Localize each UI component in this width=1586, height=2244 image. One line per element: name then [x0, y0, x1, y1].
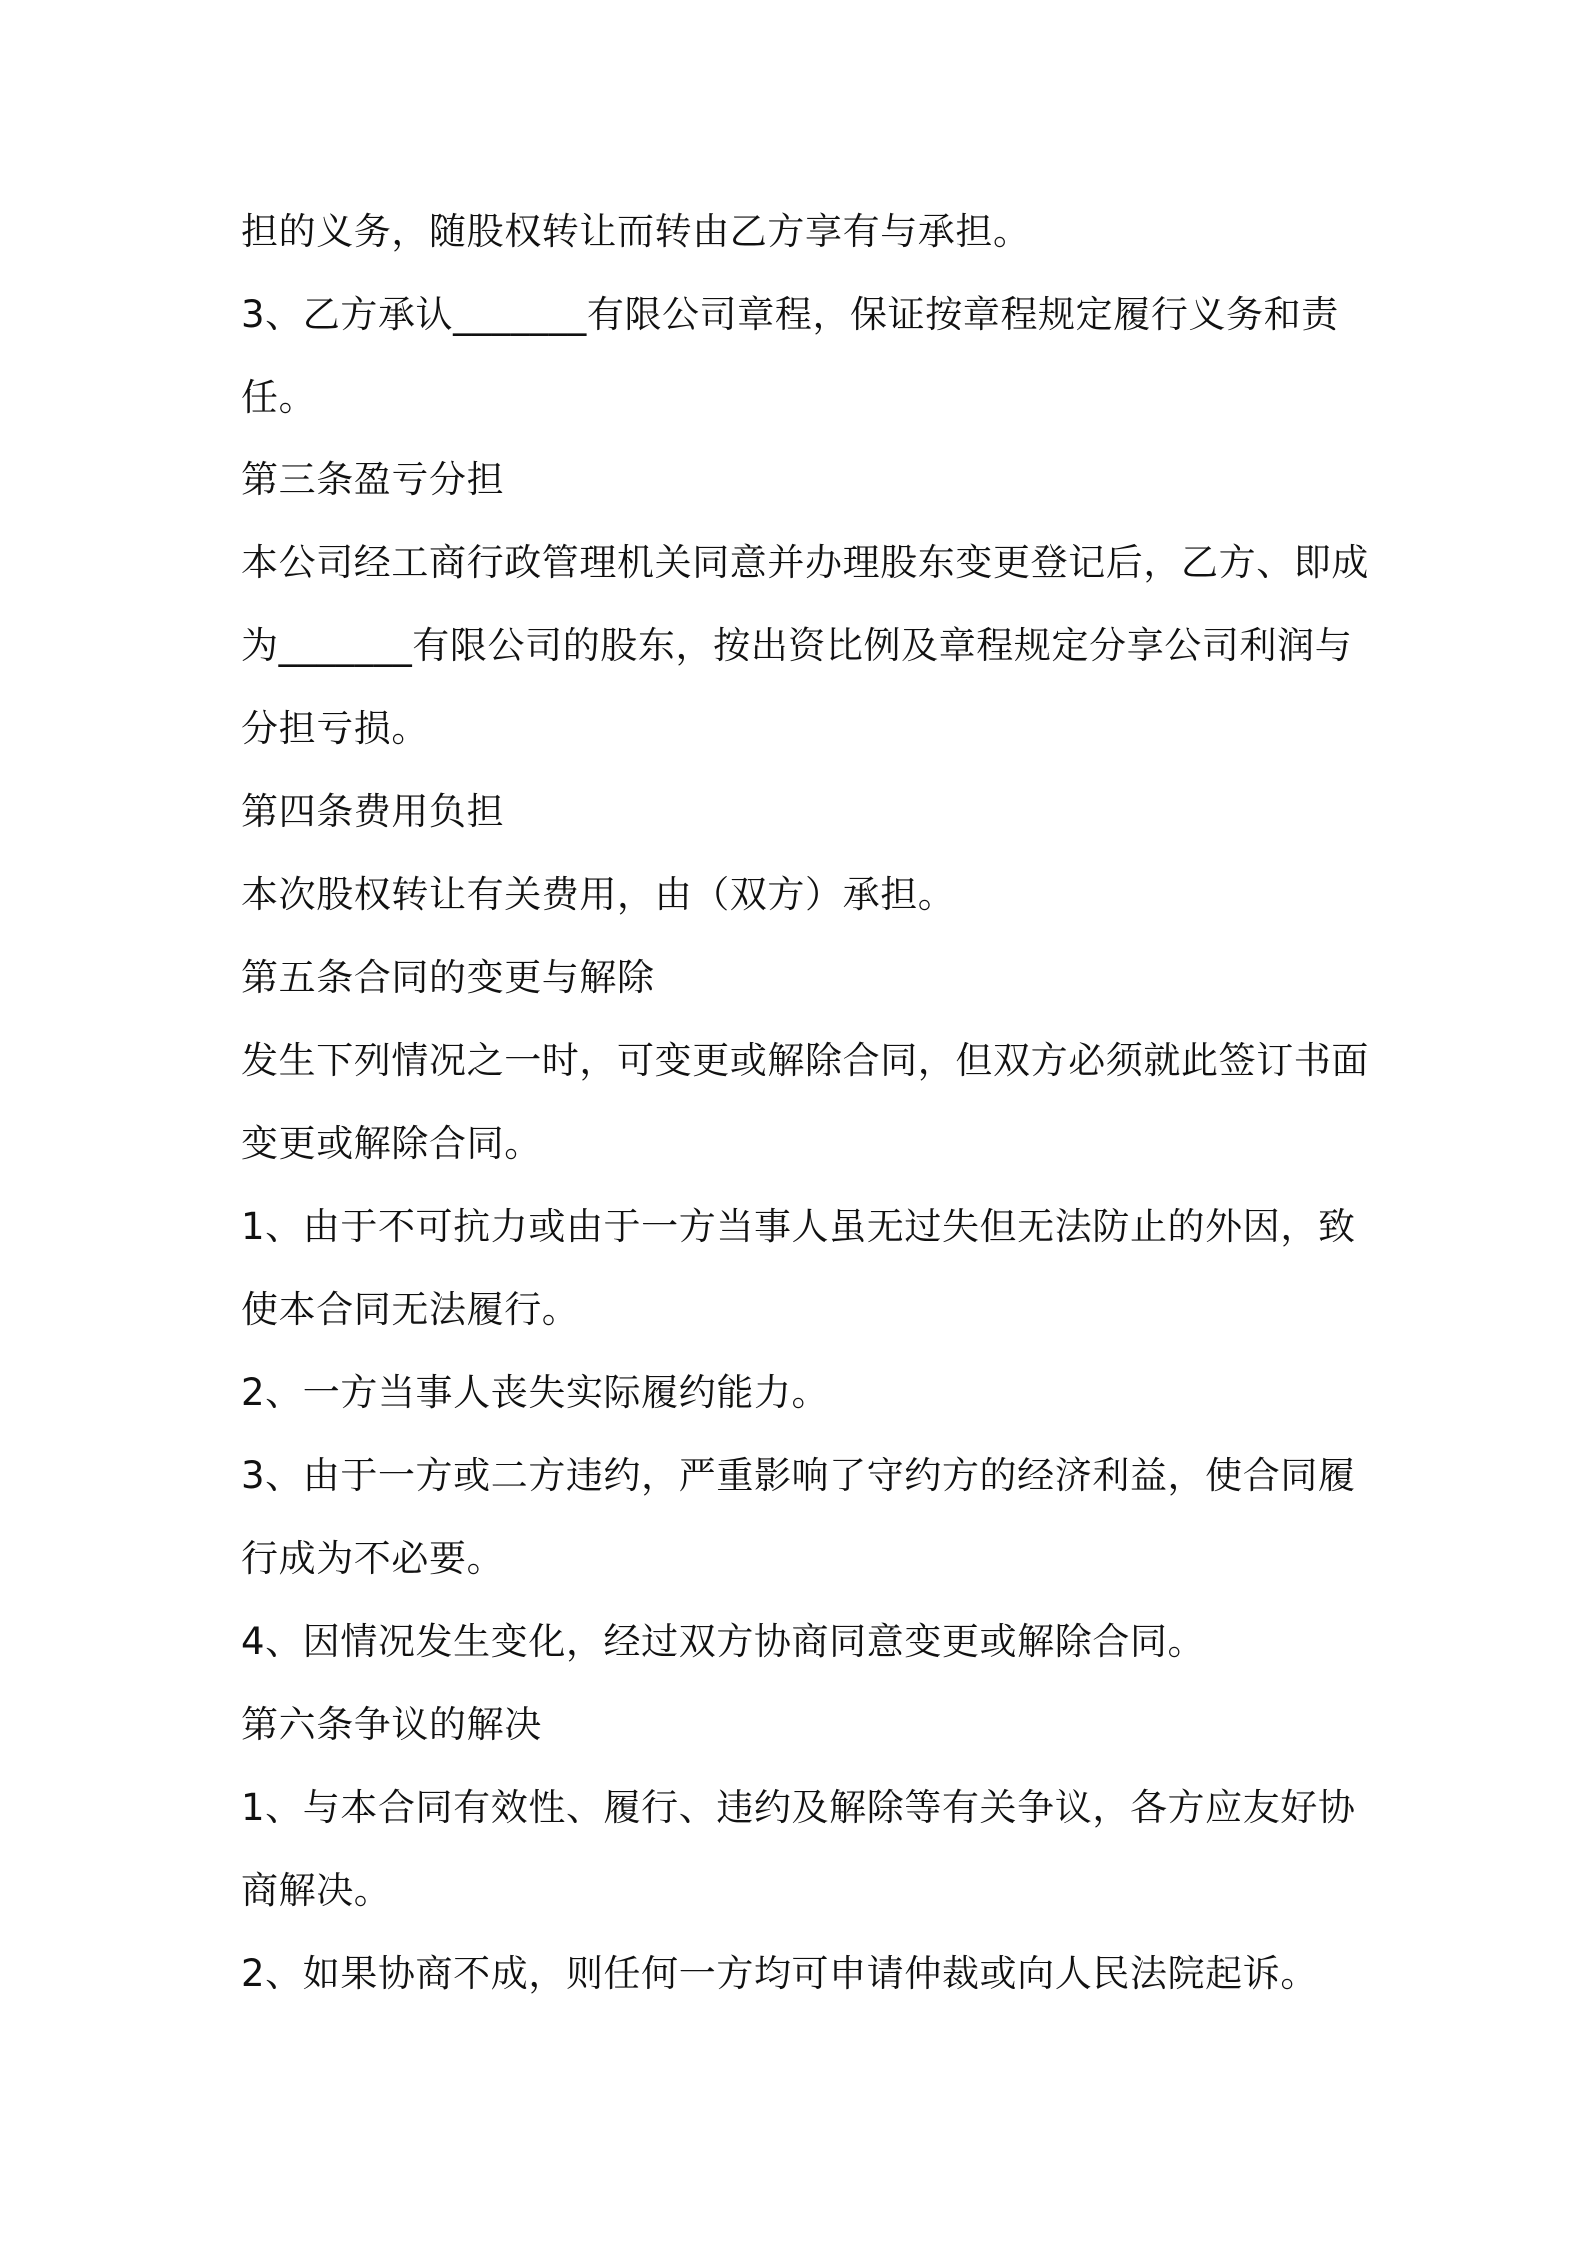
paragraph-line: 发生下列情况之一时，可变更或解除合同，但双方必须就此签订书面 [241, 1039, 1369, 1082]
paragraph-line: 任。 [241, 376, 317, 419]
section-heading: 第六条争议的解决 [241, 1703, 542, 1746]
list-item-line: 2、一方当事人丧失实际履约能力。 [241, 1371, 830, 1414]
paragraph-line: 担的义务，随股权转让而转由乙方享有与承担。 [241, 210, 1031, 253]
list-item-line: 2、如果协商不成，则任何一方均可申请仲裁或向人民法院起诉。 [241, 1952, 1318, 1995]
paragraph-line: 分担亏损。 [241, 707, 429, 750]
list-item-line: 使本合同无法履行。 [241, 1288, 580, 1331]
section-heading: 第三条盈亏分担 [241, 458, 505, 501]
list-item-line: 1、由于不可抗力或由于一方当事人虽无过失但无法防止的外因，致 [241, 1205, 1356, 1248]
list-item-line: 3、由于一方或二方违约，严重影响了守约方的经济利益，使合同履 [241, 1454, 1356, 1497]
list-item-line: 1、与本合同有效性、履行、违约及解除等有关争议，各方应友好协 [241, 1786, 1356, 1829]
paragraph-line: 本次股权转让有关费用，由（双方）承担。 [241, 873, 956, 916]
paragraph-line: 3、乙方承认_______有限公司章程，保证按章程规定履行义务和责 [241, 293, 1339, 336]
list-item-line: 商解决。 [241, 1869, 392, 1912]
section-heading: 第五条合同的变更与解除 [241, 956, 655, 999]
paragraph-line: 变更或解除合同。 [241, 1122, 542, 1165]
section-heading: 第四条费用负担 [241, 790, 505, 833]
paragraph-line: 为_______有限公司的股东，按出资比例及章程规定分享公司利润与 [241, 624, 1353, 667]
list-item-line: 4、因情况发生变化，经过双方协商同意变更或解除合同。 [241, 1620, 1206, 1663]
paragraph-line: 本公司经工商行政管理机关同意并办理股东变更登记后，乙方、即成 [241, 541, 1369, 584]
list-item-line: 行成为不必要。 [241, 1537, 505, 1580]
